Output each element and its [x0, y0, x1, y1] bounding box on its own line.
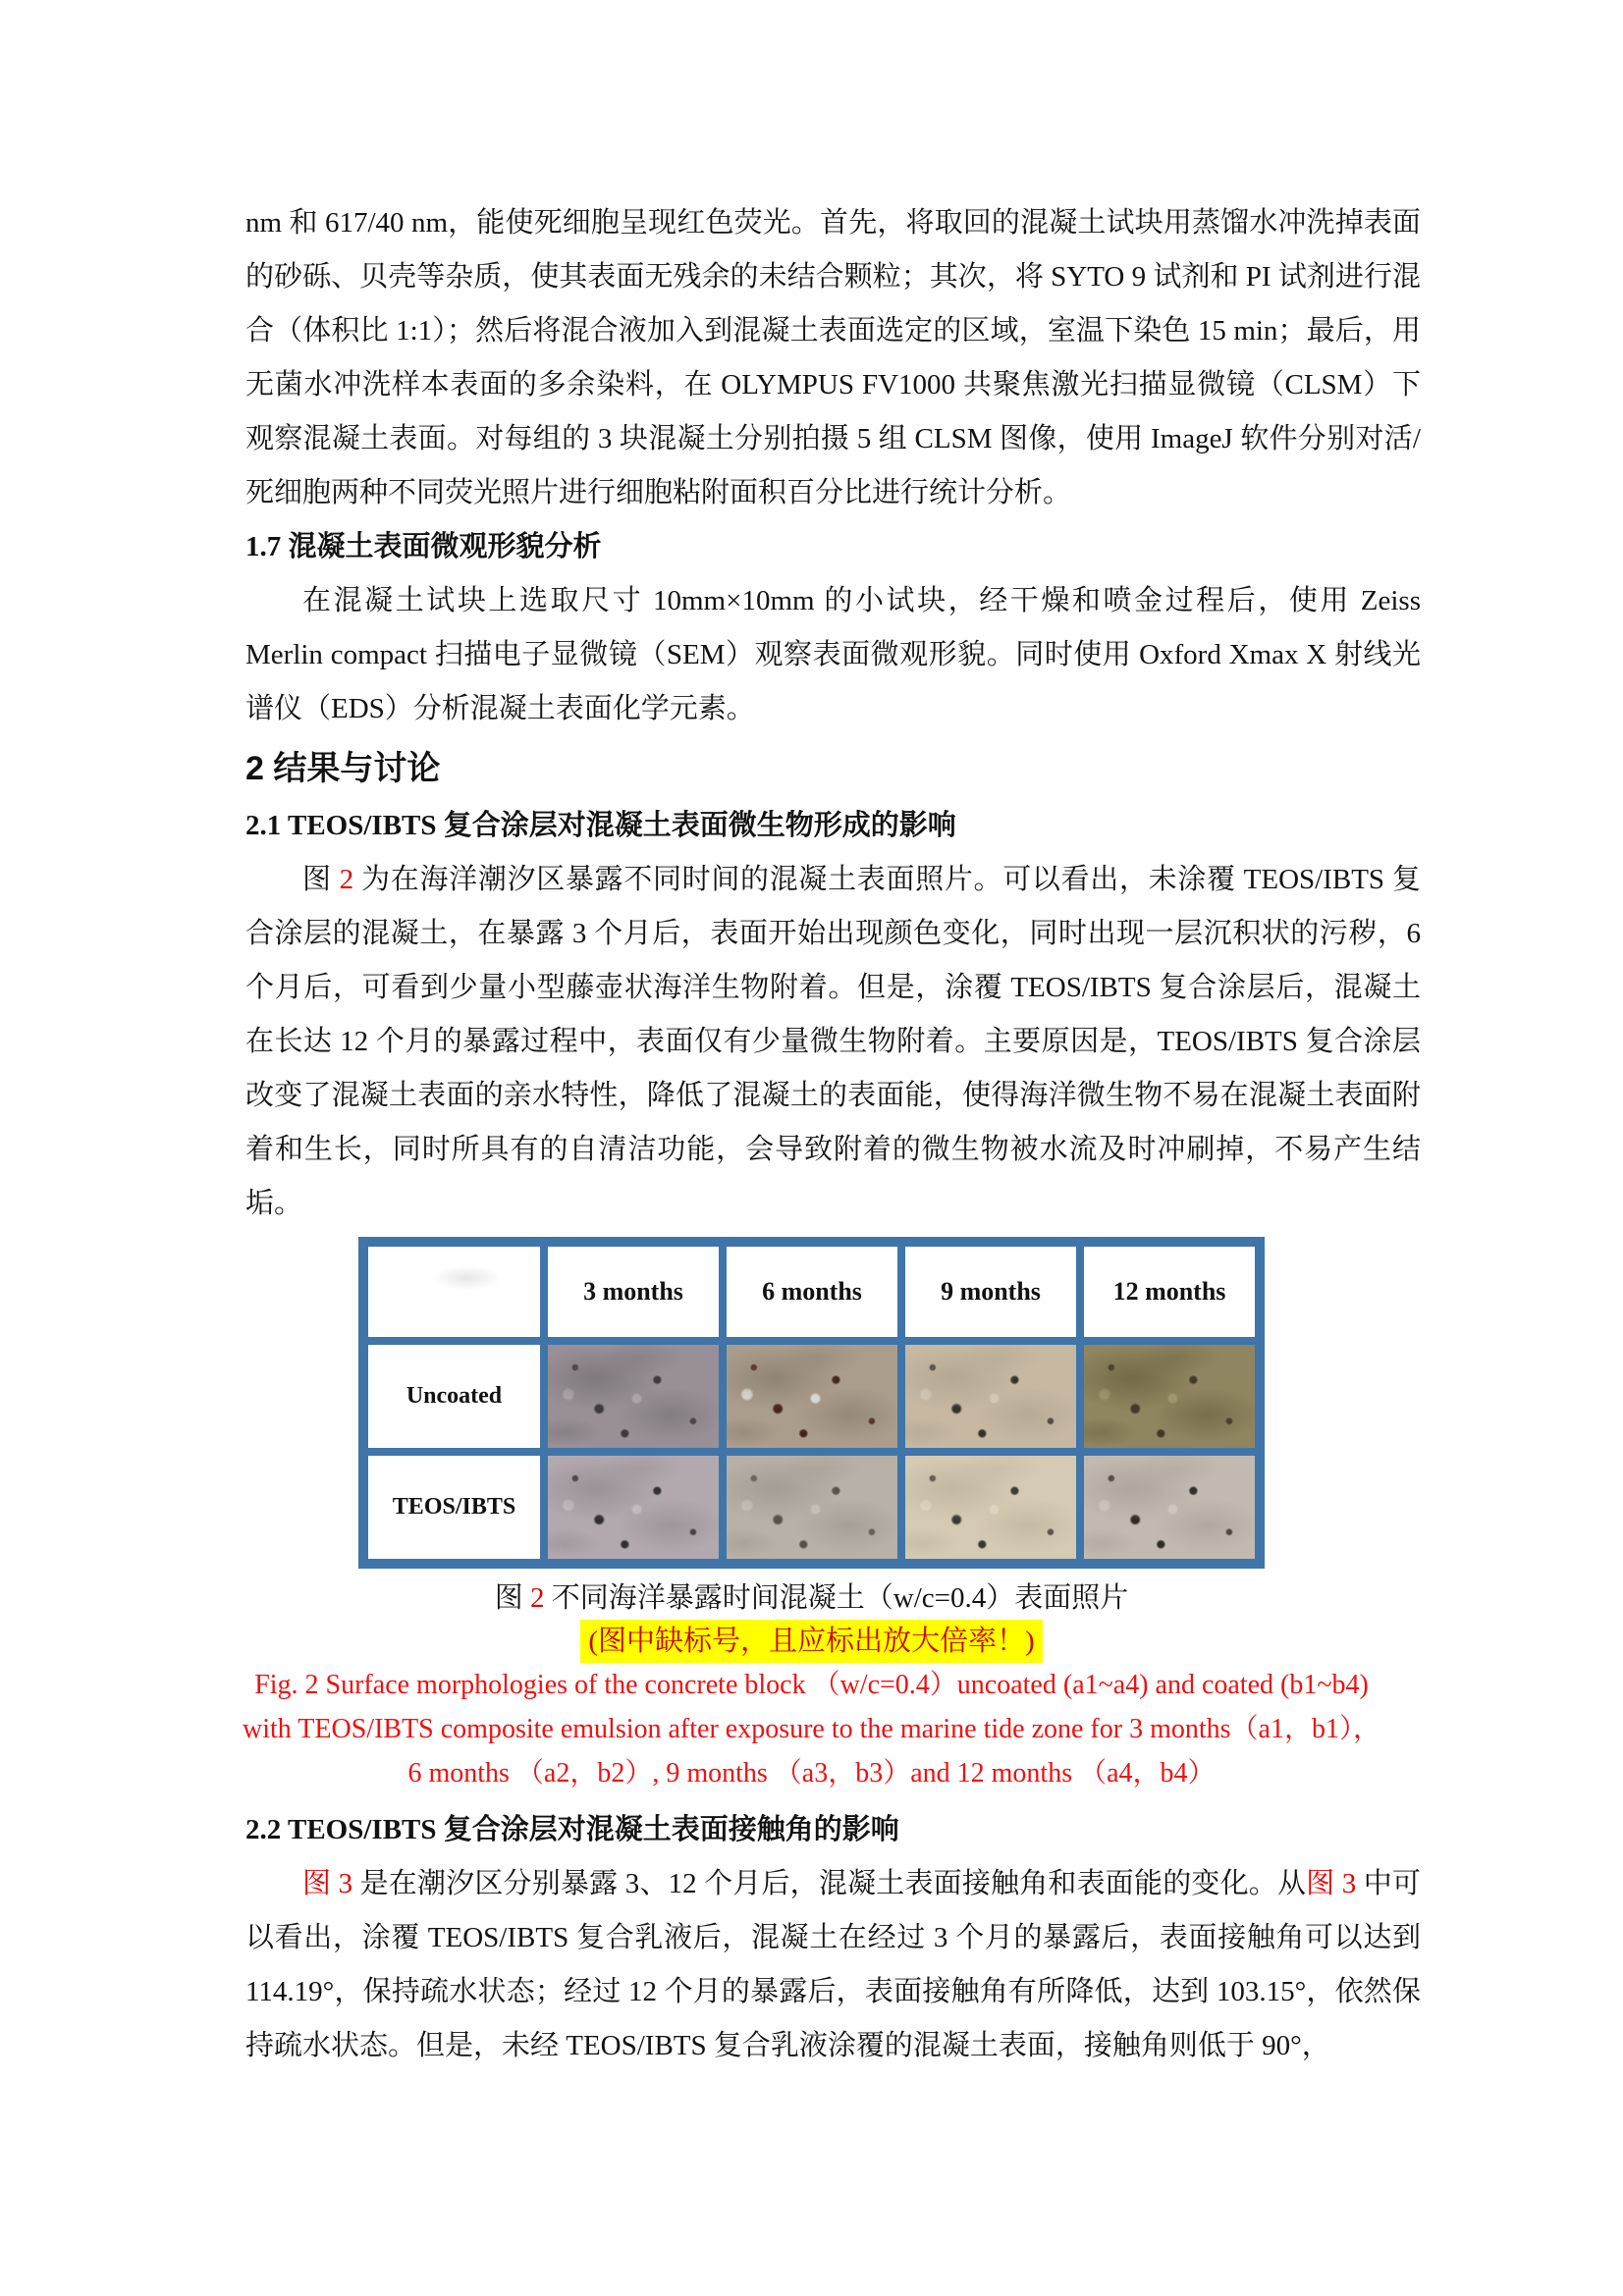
text-run: 是在潮汐区分别暴露 3、12 个月后，混凝土表面接触角和表面能的变化。从 [352, 1868, 1307, 1899]
figure-2-caption-zh [0, 1576, 1623, 1620]
heading-1-7: 1.7 混凝土表面微观形貌分析 [245, 531, 602, 562]
text-run: 不同海洋暴露时间混凝土（w/c=0.4）表面照片 [544, 1582, 1129, 1614]
column-header-3-months: 3 months [548, 1247, 719, 1337]
figure-2-caption-number: 2 [530, 1582, 545, 1614]
paragraph-figure2-discussion [245, 853, 1421, 1231]
review-note-highlight: (图中缺标号，且应标出放大倍率！) [580, 1620, 1042, 1663]
figure-3-reference: 图 3 [302, 1868, 353, 1899]
text-run: 中可以看出，涂覆 TEOS/IBTS 复合乳液后，混凝土在经过 3 个月的暴露后，表面接触角可以达到 114.19°，保持疏水状态；经过 12 个月的暴露后，表面接触角有所降低，达到 103.15°，依然保持疏水状态。但是，未经 TEOS/IBTS 复合乳液涂覆的混凝土表面，接触角则低于 90°， [245, 1868, 1421, 2061]
paragraph-figure3-discussion [245, 1857, 1421, 2073]
figure-2-table [358, 1237, 1265, 1569]
photo-uncoated-3-months [548, 1345, 719, 1448]
text-section-contact-angle [245, 1803, 1421, 2073]
figure-2-caption-en-line1: Fig. 2 Surface morphologies of the concrete block （w/c=0.4）uncoated (a1~a4) and coated (b1~b4) [254, 1670, 1369, 1700]
table-corner-cell [368, 1247, 540, 1337]
heading-2-1: 2.1 TEOS/IBTS 复合涂层对混凝土表面微生物形成的影响 [245, 810, 956, 841]
column-header-12-months: 12 months [1084, 1247, 1255, 1337]
photo-uncoated-6-months [727, 1345, 897, 1448]
photo-teos-ibts-12-months [1084, 1456, 1255, 1559]
photo-uncoated-12-months [1084, 1345, 1255, 1448]
figure-2-caption-en-line3: 6 months （a2，b2）, 9 months （a3，b3）and 12 months （a4，b4） [407, 1758, 1216, 1789]
photo-teos-ibts-9-months [905, 1456, 1076, 1559]
row-label-teos-ibts: TEOS/IBTS [368, 1456, 540, 1559]
row-label-uncoated: Uncoated [368, 1345, 540, 1448]
figure-3-reference: 图 3 [1306, 1868, 1357, 1899]
figure-2-caption-en-line2: with TEOS/IBTS composite emulsion after exposure to the marine tide zone for 3 months（a1，b1）， [243, 1714, 1380, 1744]
figure-2 [358, 1237, 1623, 1569]
photo-teos-ibts-6-months [727, 1456, 897, 1559]
text-run: 图 [494, 1582, 531, 1614]
photo-teos-ibts-3-months [548, 1456, 719, 1559]
figure-2-captions [0, 1576, 1623, 1795]
paragraph-sem-eds: 在混凝土试块上选取尺寸 10mm×10mm 的小试块，经干燥和喷金过程后，使用 Zeiss Merlin compact 扫描电子显微镜（SEM）观察表面微观形貌。同时使用 Oxford Xmax X 射线光谱仪（EDS）分析混凝土表面化学元素。 [245, 585, 1421, 724]
text-section-methods [245, 0, 1421, 1231]
heading-2-results: 2 结果与讨论 [245, 750, 441, 787]
photo-uncoated-9-months [905, 1345, 1076, 1448]
heading-2-2: 2.2 TEOS/IBTS 复合涂层对混凝土表面接触角的影响 [245, 1814, 899, 1845]
text-run: 为在海洋潮汐区暴露不同时间的混凝土表面照片。可以看出，未涂覆 TEOS/IBTS 复合涂层的混凝土，在暴露 3 个月后，表面开始出现颜色变化，同时出现一层沉积状的污秽，6 个月后，可看到少量小型藤壶状海洋生物附着。但是，涂覆 TEOS/IBTS 复合涂层后，混凝土在长达 12 个月的暴露过程中，表面仅有少量微生物附着。主要原因是，TEOS/IBTS 复合涂层改变了混凝土表面的亲水特性，降低了混凝土的表面能，使得海洋微生物不易在混凝土表面附着和生长，同时所具有的自清洁功能，会导致附着的微生物被水流及时冲刷掉，不易产生结垢。 [245, 864, 1421, 1219]
text-run: 图 [302, 864, 340, 895]
paragraph-clsm-staining: nm 和 617/40 nm，能使死细胞呈现红色荧光。首先，将取回的混凝土试块用蒸馏水冲洗掉表面的砂砾、贝壳等杂质，使其表面无残余的未结合颗粒；其次，将 SYTO 9 试剂和 PI 试剂进行混合（体积比 1:1）；然后将混合液加入到混凝土表面选定的区域，室温下染色 15 min；最后，用无菌水冲洗样本表面的多余染料，在 OLYMPUS FV1000 共聚焦激光扫描显微镜（CLSM）下观察混凝土表面。对每组的 3 块混凝土分别拍摄 5 组 CLSM 图像，使用 ImageJ 软件分别对活/死细胞两种不同荧光照片进行细胞粘附面积百分比进行统计分析。 [245, 207, 1421, 508]
column-header-6-months: 6 months [727, 1247, 897, 1337]
review-note-line [0, 1620, 1623, 1663]
figure-2-reference: 2 [339, 864, 354, 895]
column-header-9-months: 9 months [905, 1247, 1076, 1337]
